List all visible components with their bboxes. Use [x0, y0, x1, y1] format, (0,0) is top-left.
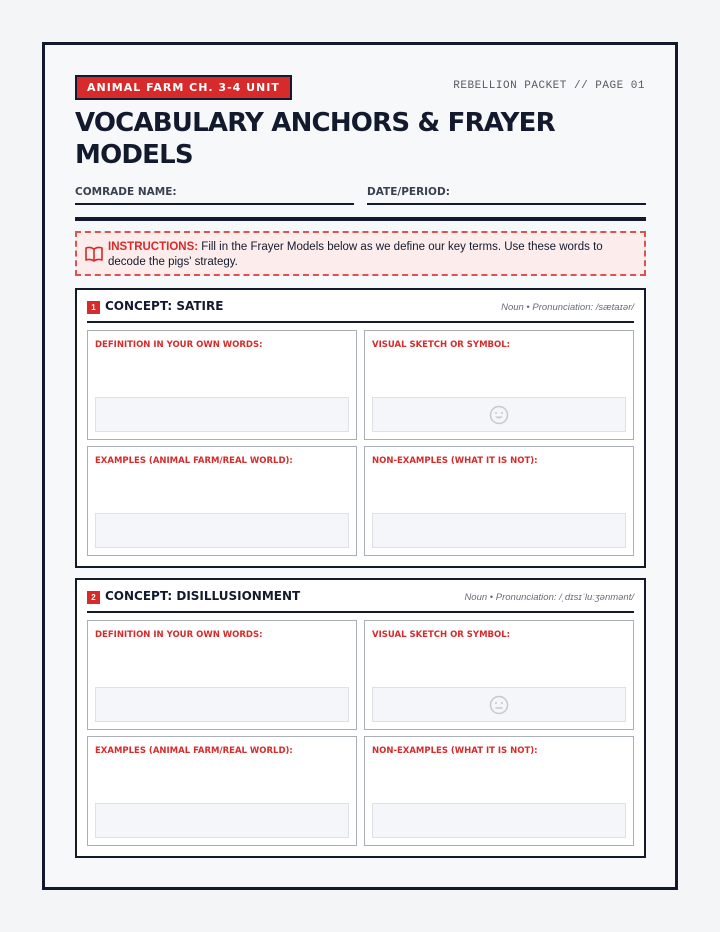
visual-quadrant: [364, 620, 634, 730]
name-field[interactable]: [75, 185, 354, 205]
date-period-field[interactable]: [367, 185, 646, 205]
unit-badge: ANIMAL FARM CH. 3-4 UNIT: [75, 75, 292, 100]
definition-answer-box[interactable]: [95, 397, 349, 432]
non-examples-quadrant: [364, 446, 634, 556]
visual-quadrant: [364, 330, 634, 440]
definition-answer-box[interactable]: [95, 687, 349, 722]
definition-label: DEFINITION IN YOUR OWN WORDS:: [95, 630, 263, 640]
concept-title: CONCEPT: SATIRE: [105, 299, 224, 313]
examples-label: EXAMPLES (ANIMAL FARM/REAL WORLD):: [95, 456, 293, 466]
open-book-icon: [85, 246, 103, 262]
non-examples-label: NON-EXAMPLES (WHAT IT IS NOT):: [372, 456, 538, 466]
visual-label: VISUAL SKETCH OR SYMBOL:: [372, 340, 511, 350]
concept-title: CONCEPT: DISILLUSIONMENT: [105, 589, 301, 603]
packet-page-label: REBELLION PACKET // PAGE 01: [453, 80, 645, 92]
definition-quadrant: [87, 620, 357, 730]
instructions-body: Fill in the Frayer Models below as we define our key terms. Use these words to decode the pigs' strategy.: [108, 241, 603, 268]
definition-label: DEFINITION IN YOUR OWN WORDS:: [95, 340, 263, 350]
examples-answer-box[interactable]: [95, 803, 349, 838]
frayer-model-satire: [75, 288, 646, 568]
non-examples-answer-box[interactable]: [372, 513, 626, 548]
smiling-face-icon: [489, 405, 509, 425]
name-field-label: COMRADE NAME:: [75, 186, 177, 198]
non-examples-answer-box[interactable]: [372, 803, 626, 838]
worksheet-page: [42, 42, 678, 890]
examples-label: EXAMPLES (ANIMAL FARM/REAL WORLD):: [95, 746, 293, 756]
visual-label: VISUAL SKETCH OR SYMBOL:: [372, 630, 511, 640]
visual-answer-box[interactable]: [372, 687, 626, 722]
header-divider: [75, 217, 646, 221]
instructions-label: INSTRUCTIONS:: [108, 241, 199, 253]
instructions-box: [75, 231, 646, 276]
neutral-face-icon: [489, 695, 509, 715]
instructions-text: [108, 240, 634, 270]
non-examples-label: NON-EXAMPLES (WHAT IT IS NOT):: [372, 746, 538, 756]
frayer-model-disillusionment: [75, 578, 646, 858]
concept-pronunciation: Noun • Pronunciation: /sætaɪər/: [501, 302, 634, 313]
concept-header: [87, 300, 634, 323]
concept-pronunciation: Noun • Pronunciation: /ˌdɪsɪˈluːʒənmənt/: [464, 592, 634, 603]
date-period-field-label: DATE/PERIOD:: [367, 186, 450, 198]
definition-quadrant: [87, 330, 357, 440]
examples-quadrant: [87, 446, 357, 556]
examples-answer-box[interactable]: [95, 513, 349, 548]
concept-number-badge: 1: [87, 301, 100, 314]
concept-header: [87, 590, 634, 613]
examples-quadrant: [87, 736, 357, 846]
concept-number-badge: 2: [87, 591, 100, 604]
visual-answer-box[interactable]: [372, 397, 626, 432]
non-examples-quadrant: [364, 736, 634, 846]
page-title: VOCABULARY ANCHORS & FRAYER MODELS: [75, 108, 555, 170]
header-bar: [75, 75, 645, 100]
